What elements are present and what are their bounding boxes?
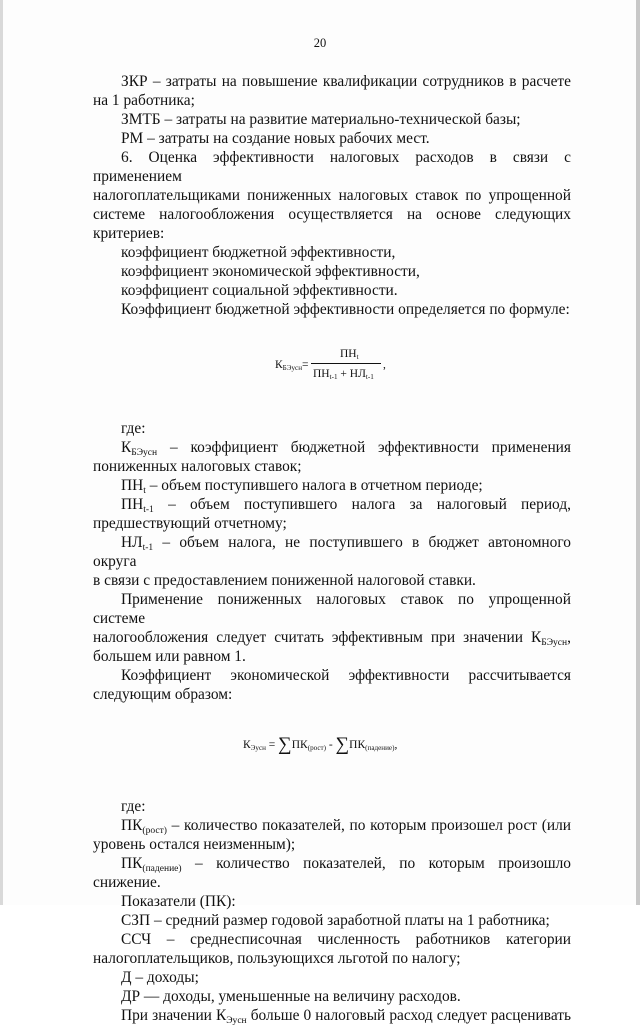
text-line: налогоплательщиков, пользующихся льготой по налогу; [93,950,461,967]
text-line: При значении $К_{Эусн}$ больше 0 налоговый расход следует расценивать [121,1007,571,1026]
text-line: ЗКР – затраты на повышение квалификации сотрудников в расчете [121,73,571,90]
text-line: 6. Оценка эффективности налоговых расходов в связи с применением [93,149,571,185]
definition-line: $ПК_{(рост)}$ – количество показателей, по которым произошел рост (или [121,817,571,836]
economic-efficiency-formula [93,726,571,766]
text-line: следующим образом: [93,686,233,703]
indicator-item: ССЧ – среднесписочная численность работников категории [121,931,571,948]
formula-lhs: $К_{БЭусн}=$ [275,359,309,373]
formula-comma: , [383,359,386,371]
text-line: пониженных налоговых ставок; [93,458,302,475]
definition-line: $НЛ_{t-1}$ – объем налога, не поступившего в бюджет автономного округа [93,534,571,570]
fraction-bar [311,363,381,364]
formula-expression: $К_{Эусн} = \sum ПК_{(рост)} - \sum ПК_{(падение)}$, [243,734,398,755]
definition-line: $ПН_{t-1}$ – объем поступившего налога за налоговый период, [121,496,571,515]
text-line: системе налогообложения осуществляется на основе следующих [93,206,571,223]
text-line: Коэффициент бюджетной эффективности определяется по формуле: [121,301,570,318]
definition-line: $ПК_{(падение)}$ – количество показателей, по которым произошло [121,855,571,874]
text-line: налогоплательщиками пониженных налоговых ставок по упрощенной [93,187,571,204]
text-line: РМ – затраты на создание новых рабочих мест. [121,130,430,147]
criteria-item: коэффициент бюджетной эффективности, [121,244,396,261]
sum-sign: ∑ [278,734,292,755]
definition-line: $К_{БЭусн}$ – коэффициент бюджетной эффективности применения [121,439,571,458]
text-line: ЗМТБ – затраты на развитие материально-технической базы; [121,111,521,128]
scan-edge-right [636,0,640,905]
document-body [93,72,571,1025]
sum-sign: ∑ [335,734,350,755]
text-line: большем или равном 1. [93,648,246,665]
budget-efficiency-formula [93,345,571,385]
text-line: Применение пониженных налоговых ставок по упрощенной системе [93,591,571,627]
scan-edge-left [0,0,3,905]
formula-numerator: $ПН_t$ [340,348,359,362]
criteria-item: коэффициент социальной эффективности. [121,282,398,299]
criteria-item: коэффициент экономической эффективности, [121,263,420,280]
formula-denominator: $ПН_{t-1} + НЛ_{t-1}$ [313,368,374,382]
where-label: где: [121,798,146,815]
text-line: предшествующий отчетному; [93,515,287,532]
text-line: налогообложения следует считать эффективным при значении $К_{БЭусн}$, [93,629,571,648]
indicators-title: Показатели (ПК): [121,893,236,910]
indicator-item: ДР — доходы, уменьшенные на величину расходов. [121,988,461,1005]
indicator-item: Д – доходы; [121,969,199,986]
text-line: Коэффициент экономической эффективности рассчитывается [121,667,571,684]
where-label: где: [121,420,146,437]
indicator-item: СЗП – средний размер годовой заработной платы на 1 работника; [121,912,550,929]
definition-line: $ПН_t$ – объем поступившего налога в отчетном периоде; [121,477,483,496]
text-line: в связи с предоставлением пониженной налоговой ставки. [93,572,476,589]
text-line: уровень остался неизменным); [93,836,296,853]
text-line: снижение. [93,874,161,891]
text-line: критериев: [93,225,165,242]
page-number: 20 [313,36,327,50]
text-line: на 1 работника; [93,92,195,109]
